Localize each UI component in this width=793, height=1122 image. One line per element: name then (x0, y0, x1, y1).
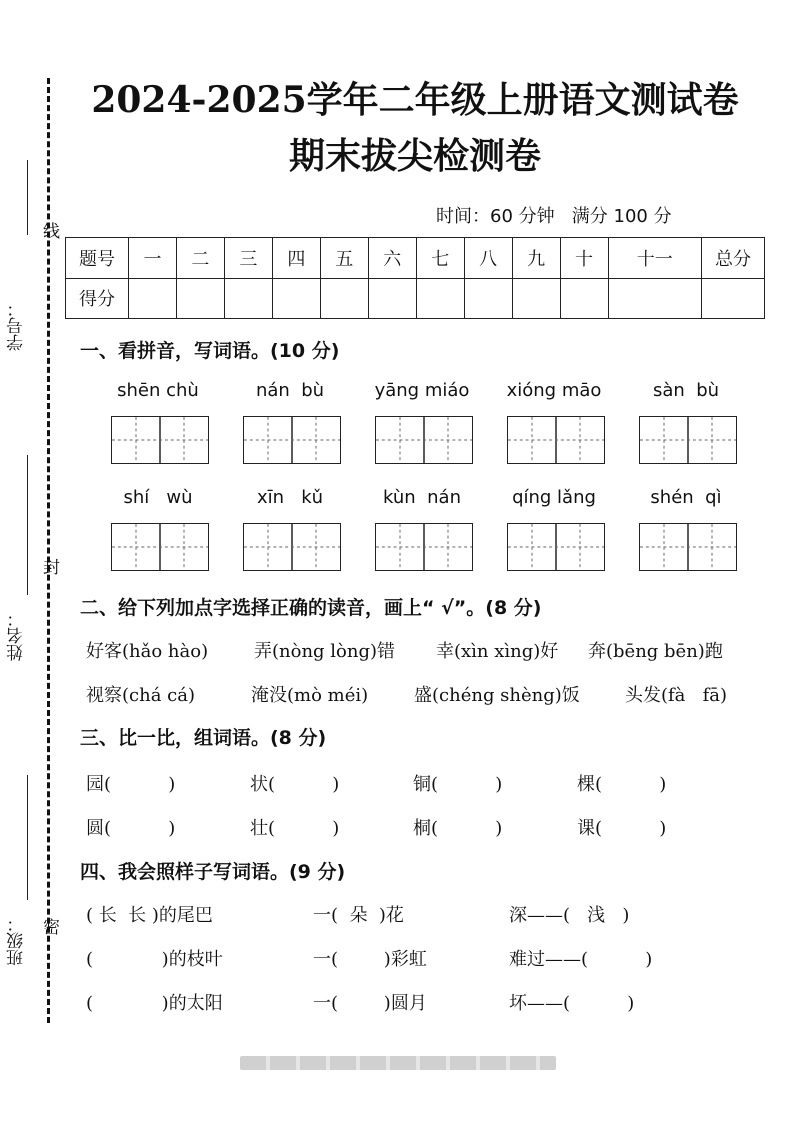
pattern-word-item[interactable]: 坏——( ) (509, 993, 635, 1014)
reading-choice-item[interactable]: 奔(bēng bēn)跑 (588, 641, 723, 662)
section1-heading: 一、看拼音，写词语。(10 分) (80, 340, 340, 362)
pattern-word-item[interactable]: 一( )圆月 (313, 993, 427, 1014)
name-label: 姓名： (7, 610, 27, 661)
binding-dashed-line (47, 78, 50, 1023)
score-cell[interactable] (608, 278, 701, 319)
score-table-col: 八 (464, 238, 512, 279)
mark-xian: 线 (39, 222, 59, 239)
pinyin-label: shí wù (123, 487, 193, 508)
pinyin-label: xīn kǔ (256, 487, 324, 508)
character-grid-box[interactable] (111, 523, 209, 571)
character-grid-box[interactable] (243, 523, 341, 571)
page-title: 2024-2025学年二年级上册语文测试卷 (91, 79, 739, 121)
character-grid-box[interactable] (243, 416, 341, 464)
reading-choice-item[interactable]: 头发(fà fā) (625, 685, 727, 706)
mark-feng: 封 (39, 558, 59, 575)
compare-word-item[interactable]: 园( ) (86, 774, 176, 795)
reading-choice-item[interactable]: 视察(chá cá) (86, 685, 195, 706)
blurred-footer-watermark (240, 1056, 556, 1070)
pattern-word-item[interactable]: 一( )彩虹 (313, 949, 427, 970)
score-cell[interactable] (129, 278, 177, 319)
score-cell[interactable] (702, 278, 765, 319)
pinyin-label: shén qì (650, 487, 722, 508)
section2-heading: 二、给下列加点字选择正确的读音，画上“ √”。(8 分) (80, 597, 542, 619)
score-table-col: 四 (272, 238, 320, 279)
pattern-word-item[interactable]: ( 长 长 )的尾巴 (86, 905, 213, 926)
score-table-col: 九 (512, 238, 560, 279)
score-table-col: 六 (368, 238, 416, 279)
pinyin-label: kùn nán (383, 487, 461, 508)
score-cell[interactable] (176, 278, 224, 319)
compare-word-item[interactable]: 铜( ) (413, 774, 503, 795)
score-table-header-cell: 得分 (66, 278, 129, 319)
score-table-col: 二 (176, 238, 224, 279)
score-table-col: 十一 (608, 238, 701, 279)
class-label: 班级： (7, 915, 27, 966)
pinyin-label: yāng miáo (374, 380, 470, 401)
score-cell[interactable] (368, 278, 416, 319)
section3-heading: 三、比一比，组词语。(8 分) (80, 727, 327, 749)
character-grid-box[interactable] (507, 523, 605, 571)
score-table-col: 十 (560, 238, 608, 279)
score-cell[interactable] (560, 278, 608, 319)
score-table-row-score (66, 278, 765, 319)
reading-choice-item[interactable]: 幸(xìn xìng)好 (436, 641, 559, 662)
compare-word-item[interactable]: 课( ) (577, 818, 667, 839)
compare-word-item[interactable]: 壮( ) (250, 818, 340, 839)
character-grid-box[interactable] (639, 416, 737, 464)
student-id-label: 学号： (7, 300, 27, 351)
score-cell[interactable] (320, 278, 368, 319)
score-table-col: 七 (416, 238, 464, 279)
pinyin-label: shēn chù (117, 380, 199, 401)
score-cell[interactable] (224, 278, 272, 319)
name-blank-line (27, 455, 28, 595)
compare-word-item[interactable]: 桐( ) (413, 818, 503, 839)
compare-word-item[interactable]: 状( ) (250, 774, 340, 795)
pinyin-label: xióng māo (506, 380, 602, 401)
character-grid-box[interactable] (375, 523, 473, 571)
score-table-header-cell: 题号 (66, 238, 129, 279)
class-blank-line (27, 775, 28, 900)
character-grid-box[interactable] (375, 416, 473, 464)
compare-word-item[interactable]: 圆( ) (86, 818, 176, 839)
section4-heading: 四、我会照样子写词语。(9 分) (80, 861, 346, 883)
reading-choice-item[interactable]: 淹没(mò méi) (251, 685, 369, 706)
score-table-col: 总分 (702, 238, 765, 279)
pinyin-label: qíng lǎng (512, 487, 596, 508)
score-cell[interactable] (416, 278, 464, 319)
score-table (65, 237, 765, 319)
pattern-word-item[interactable]: 难过——( ) (509, 949, 653, 970)
pattern-word-item[interactable]: ( )的枝叶 (86, 949, 223, 970)
exam-meta: 时间：60 分钟 满分 100 分 (436, 206, 672, 227)
score-cell[interactable] (512, 278, 560, 319)
pattern-word-item[interactable]: ( )的太阳 (86, 993, 223, 1014)
character-grid-box[interactable] (111, 416, 209, 464)
score-table-col: 三 (224, 238, 272, 279)
pattern-word-item[interactable]: 一( 朵 )花 (313, 905, 404, 926)
compare-word-item[interactable]: 棵( ) (577, 774, 667, 795)
score-cell[interactable] (272, 278, 320, 319)
pattern-word-item[interactable]: 深——( 浅 ) (509, 905, 630, 926)
page-subtitle: 期末拔尖检测卷 (288, 135, 541, 177)
reading-choice-item[interactable]: 好客(hǎo hào) (86, 641, 209, 662)
mark-mi: 密 (39, 918, 59, 935)
reading-choice-item[interactable]: 盛(chéng shèng)饭 (414, 685, 580, 706)
score-cell[interactable] (464, 278, 512, 319)
pinyin-label: nán bù (255, 380, 325, 401)
pinyin-label: sàn bù (652, 380, 720, 401)
score-table-col: 五 (320, 238, 368, 279)
score-table-col: 一 (129, 238, 177, 279)
character-grid-box[interactable] (639, 523, 737, 571)
reading-choice-item[interactable]: 弄(nòng lòng)错 (254, 641, 396, 662)
score-table-row-header (66, 238, 765, 279)
character-grid-box[interactable] (507, 416, 605, 464)
